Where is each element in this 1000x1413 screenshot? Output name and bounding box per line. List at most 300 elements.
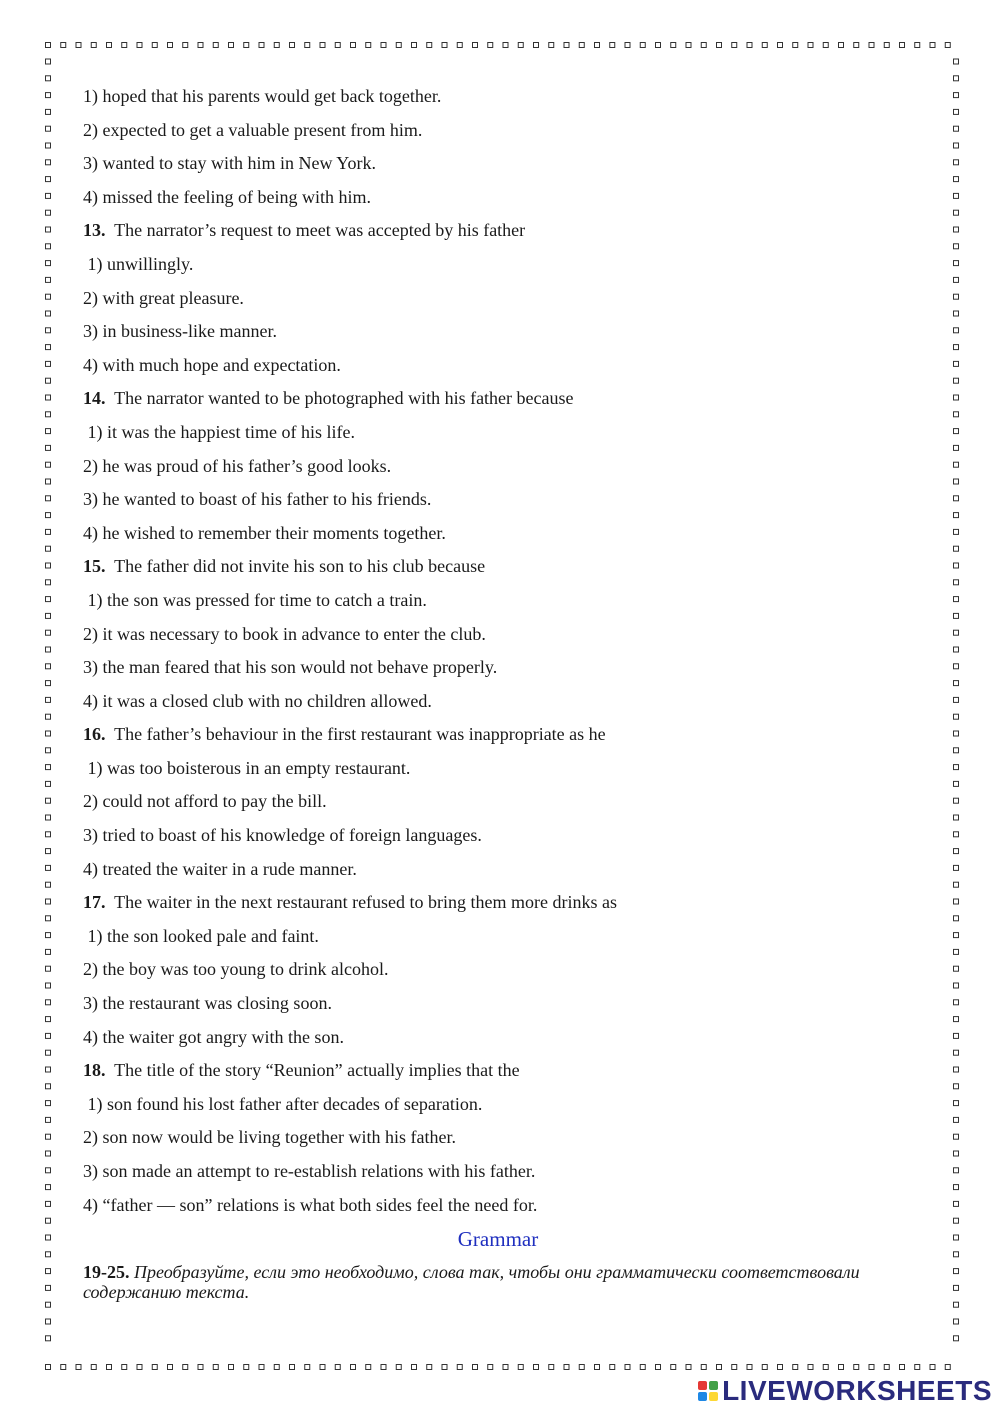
option-text: 2) could not afford to pay the bill. (83, 791, 327, 812)
border-dot (46, 529, 51, 534)
answer-option (83, 651, 913, 685)
question-line (83, 1054, 913, 1088)
question-number: 15. (83, 556, 106, 577)
border-dot (884, 1365, 889, 1370)
border-dot (46, 697, 51, 702)
border-dot (954, 832, 959, 837)
border-dot (823, 1365, 828, 1370)
border-dot (442, 43, 447, 48)
border-dot (549, 43, 554, 48)
question-text: The waiter in the next restaurant refused to bring them more drinks as (105, 892, 618, 913)
border-dot (954, 580, 959, 585)
border-dot (954, 429, 959, 434)
answer-option (83, 450, 913, 484)
border-dot (46, 93, 51, 98)
border-dot (366, 1365, 371, 1370)
border-dot (320, 1365, 325, 1370)
border-dot (46, 815, 51, 820)
border-dot (954, 949, 959, 954)
answer-option (83, 1155, 913, 1189)
border-dot (46, 1000, 51, 1005)
border-dot (610, 1365, 615, 1370)
border-dot (778, 1365, 783, 1370)
border-dot (954, 1269, 959, 1274)
border-dot (473, 43, 478, 48)
option-text: 3) in business-like manner. (83, 321, 277, 342)
border-dot (954, 378, 959, 383)
border-dot (427, 43, 432, 48)
border-dot (213, 1365, 218, 1370)
border-dot (954, 1319, 959, 1324)
border-dot (954, 714, 959, 719)
answer-option (83, 785, 913, 819)
border-dot (198, 1365, 203, 1370)
border-dot (610, 43, 615, 48)
border-dot (46, 1302, 51, 1307)
answer-option (83, 853, 913, 887)
border-dot (808, 43, 813, 48)
border-dot (954, 395, 959, 400)
answer-option (83, 80, 913, 114)
border-dot (46, 681, 51, 686)
border-dot (152, 1365, 157, 1370)
border-dot (518, 43, 523, 48)
border-dot (686, 1365, 691, 1370)
option-text: 1) was too boisterous in an empty restaurant. (83, 757, 411, 778)
border-dot (46, 765, 51, 770)
border-dot (107, 1365, 112, 1370)
question-text: The title of the story “Reunion” actually implies that the (105, 1060, 520, 1081)
border-dot (564, 1365, 569, 1370)
question-number: 13. (83, 220, 106, 241)
border-dot (954, 160, 959, 165)
border-dot (954, 1151, 959, 1156)
border-dot (457, 43, 462, 48)
border-dot (747, 43, 752, 48)
option-text: 4) missed the feeling of being with him. (83, 186, 371, 207)
answer-option (83, 1189, 913, 1223)
border-dot (839, 43, 844, 48)
border-dot (954, 798, 959, 803)
border-dot (954, 597, 959, 602)
border-dot (954, 1336, 959, 1341)
border-dot (701, 43, 706, 48)
option-text: 3) wanted to stay with him in New York. (83, 153, 376, 174)
border-dot (793, 1365, 798, 1370)
border-dot (366, 43, 371, 48)
border-dot (183, 1365, 188, 1370)
border-dot (381, 43, 386, 48)
option-text: 1) the son looked pale and faint. (83, 925, 319, 946)
border-dot (915, 43, 920, 48)
border-dot (954, 261, 959, 266)
border-dot (762, 43, 767, 48)
border-dot (46, 546, 51, 551)
border-dot (46, 1218, 51, 1223)
border-dot (488, 43, 493, 48)
border-dot (229, 1365, 234, 1370)
border-dot (954, 496, 959, 501)
answer-option (83, 181, 913, 215)
border-dot (46, 647, 51, 652)
border-dot (46, 949, 51, 954)
task-number: 19-25. (83, 1262, 130, 1283)
border-dot (625, 43, 630, 48)
answer-option (83, 315, 913, 349)
logo-text: LIVEWORKSHEETS (722, 1375, 992, 1406)
border-dot (954, 1050, 959, 1055)
option-text: 4) “father — son” relations is what both sides feel the need for. (83, 1194, 538, 1215)
border-dot (717, 43, 722, 48)
border-dot (625, 1365, 630, 1370)
border-dot (137, 43, 142, 48)
border-dot (954, 731, 959, 736)
border-dot (534, 1365, 539, 1370)
question-line (83, 886, 913, 920)
border-dot (954, 1101, 959, 1106)
border-dot (793, 43, 798, 48)
border-dot (954, 126, 959, 131)
option-text: 4) treated the waiter in a rude manner. (83, 858, 357, 879)
option-text: 4) it was a closed club with no children allowed. (83, 690, 432, 711)
border-dot (457, 1365, 462, 1370)
border-dot (274, 1365, 279, 1370)
answer-option (83, 416, 913, 450)
border-dot (954, 849, 959, 854)
answer-option (83, 248, 913, 282)
border-dot (46, 1101, 51, 1106)
border-dot (954, 933, 959, 938)
border-dot (46, 731, 51, 736)
border-dot (954, 1201, 959, 1206)
border-dot (46, 395, 51, 400)
border-dot (954, 1235, 959, 1240)
question-number: 16. (83, 724, 106, 745)
border-dot (46, 849, 51, 854)
liveworksheets-logo (698, 1374, 992, 1408)
border-dot (46, 1050, 51, 1055)
border-dot (534, 43, 539, 48)
answer-option (83, 685, 913, 719)
border-dot (595, 1365, 600, 1370)
border-dot (46, 277, 51, 282)
border-dot (46, 1151, 51, 1156)
section-heading: Grammar (457, 1227, 539, 1252)
border-dot (76, 43, 81, 48)
border-dot (915, 1365, 920, 1370)
border-dot (954, 1017, 959, 1022)
border-dot (954, 1252, 959, 1257)
border-dot (91, 43, 96, 48)
answer-option (83, 483, 913, 517)
option-text: 3) son made an attempt to re-establish relations with his father. (83, 1161, 536, 1181)
border-dot (656, 1365, 661, 1370)
border-dot (46, 177, 51, 182)
question-text: The narrator’s request to meet was accepted by his father (105, 220, 526, 241)
border-dot (954, 361, 959, 366)
border-dot (579, 1365, 584, 1370)
border-dot (91, 1365, 96, 1370)
border-dot (954, 345, 959, 350)
border-dot (954, 983, 959, 988)
border-dot (290, 43, 295, 48)
border-dot (954, 1285, 959, 1290)
border-dot (900, 1365, 905, 1370)
border-dot (854, 43, 859, 48)
border-dot (46, 832, 51, 837)
border-dot (954, 76, 959, 81)
border-dot (945, 1365, 950, 1370)
border-dot (854, 1365, 859, 1370)
border-dot (46, 1168, 51, 1173)
question-line (83, 214, 913, 248)
border-dot (564, 43, 569, 48)
border-dot (46, 361, 51, 366)
border-dot (335, 1365, 340, 1370)
answer-option (83, 282, 913, 316)
border-dot (954, 59, 959, 64)
border-dot (46, 1365, 51, 1370)
border-dot (305, 43, 310, 48)
border-dot (954, 311, 959, 316)
border-dot (954, 916, 959, 921)
border-dot (46, 513, 51, 518)
border-dot (549, 1365, 554, 1370)
border-dot (61, 43, 66, 48)
border-dot (396, 43, 401, 48)
border-dot (954, 244, 959, 249)
border-dot (351, 43, 356, 48)
border-dot (732, 1365, 737, 1370)
border-dot (954, 781, 959, 786)
border-dot (335, 43, 340, 48)
border-dot (46, 412, 51, 417)
border-dot (46, 378, 51, 383)
border-dot (954, 882, 959, 887)
answer-option (83, 147, 913, 181)
border-dot (954, 748, 959, 753)
border-dot (46, 43, 51, 48)
option-text: 3) the restaurant was closing soon. (83, 993, 332, 1014)
border-dot (900, 43, 905, 48)
border-dot (168, 43, 173, 48)
option-text: 2) expected to get a valuable present from him. (83, 119, 423, 140)
border-dot (869, 1365, 874, 1370)
border-dot (122, 43, 127, 48)
border-dot (954, 1000, 959, 1005)
option-text: 4) with much hope and expectation. (83, 354, 341, 375)
border-dot (954, 647, 959, 652)
border-dot (954, 1134, 959, 1139)
question-number: 17. (83, 892, 106, 913)
border-dot (732, 43, 737, 48)
option-text: 2) the boy was too young to drink alcohol. (83, 959, 389, 980)
option-text: 2) it was necessary to book in advance to enter the club. (83, 623, 486, 644)
border-dot (396, 1365, 401, 1370)
worksheet-content (83, 80, 913, 1302)
border-dot (46, 1269, 51, 1274)
border-dot (46, 597, 51, 602)
border-dot (46, 1084, 51, 1089)
border-dot (46, 328, 51, 333)
option-text: 3) he wanted to boast of his father to his friends. (83, 489, 432, 510)
border-dot (46, 1067, 51, 1072)
question-number: 18. (83, 1060, 106, 1081)
border-dot (954, 462, 959, 467)
border-dot (46, 143, 51, 148)
question-text: The narrator wanted to be photographed with his father because (105, 388, 574, 409)
option-text: 1) son found his lost father after decades of separation. (83, 1093, 483, 1114)
border-dot (46, 983, 51, 988)
border-dot (954, 412, 959, 417)
question-text: The father did not invite his son to his club because (105, 556, 486, 577)
border-dot (274, 43, 279, 48)
border-dot (954, 1067, 959, 1072)
border-dot (46, 210, 51, 215)
border-dot (183, 43, 188, 48)
border-dot (46, 109, 51, 114)
option-text: 1) the son was pressed for time to catch a train. (83, 589, 427, 610)
border-dot (244, 43, 249, 48)
border-dot (46, 429, 51, 434)
option-text: 1) unwillingly. (83, 253, 194, 274)
option-text: 4) he wished to remember their moments together. (83, 522, 446, 543)
border-dot (351, 1365, 356, 1370)
border-dot (954, 899, 959, 904)
answer-option (83, 584, 913, 618)
question-line (83, 382, 913, 416)
border-dot (954, 966, 959, 971)
border-dot (46, 966, 51, 971)
border-dot (46, 714, 51, 719)
border-dot (381, 1365, 386, 1370)
border-dot (46, 76, 51, 81)
border-dot (412, 1365, 417, 1370)
border-dot (46, 311, 51, 316)
border-dot (46, 1185, 51, 1190)
border-dot (884, 43, 889, 48)
answer-option (83, 349, 913, 383)
question-line (83, 550, 913, 584)
border-dot (46, 1017, 51, 1022)
border-dot (152, 43, 157, 48)
border-dot (46, 1285, 51, 1290)
border-dot (320, 43, 325, 48)
answer-option (83, 987, 913, 1021)
border-dot (954, 664, 959, 669)
border-dot (259, 1365, 264, 1370)
answer-option (83, 1021, 913, 1055)
answer-option (83, 1121, 913, 1155)
border-dot (954, 765, 959, 770)
option-text: 4) the waiter got angry with the son. (83, 1026, 344, 1047)
logo-icon (698, 1381, 718, 1401)
border-dot (954, 630, 959, 635)
border-dot (46, 294, 51, 299)
border-dot (213, 43, 218, 48)
border-dot (954, 815, 959, 820)
border-dot (46, 244, 51, 249)
border-dot (46, 462, 51, 467)
border-dot (46, 479, 51, 484)
border-dot (229, 43, 234, 48)
border-dot (954, 479, 959, 484)
border-dot (488, 1365, 493, 1370)
border-dot (46, 1201, 51, 1206)
option-text: 1) hoped that his parents would get back together. (83, 86, 442, 106)
border-dot (46, 613, 51, 618)
border-dot (46, 933, 51, 938)
border-dot (954, 865, 959, 870)
border-dot (46, 193, 51, 198)
border-dot (46, 126, 51, 131)
border-dot (839, 1365, 844, 1370)
border-dot (954, 277, 959, 282)
border-dot (954, 1168, 959, 1173)
border-dot (671, 1365, 676, 1370)
border-dot (46, 882, 51, 887)
border-dot (945, 43, 950, 48)
border-dot (954, 513, 959, 518)
border-dot (595, 43, 600, 48)
border-dot (954, 328, 959, 333)
border-dot (76, 1365, 81, 1370)
answer-option (83, 517, 913, 551)
border-dot (717, 1365, 722, 1370)
border-dot (46, 59, 51, 64)
border-dot (954, 546, 959, 551)
border-dot (46, 664, 51, 669)
answer-option (83, 1088, 913, 1122)
border-dot (46, 227, 51, 232)
question-number: 14. (83, 388, 106, 409)
border-dot (122, 1365, 127, 1370)
border-dot (46, 160, 51, 165)
border-dot (579, 43, 584, 48)
border-dot (954, 227, 959, 232)
answer-option (83, 819, 913, 853)
border-dot (46, 748, 51, 753)
answer-option (83, 114, 913, 148)
border-dot (259, 43, 264, 48)
border-dot (46, 1033, 51, 1038)
border-dot (473, 1365, 478, 1370)
border-dot (107, 43, 112, 48)
border-dot (656, 43, 661, 48)
border-dot (46, 899, 51, 904)
option-text: 2) he was proud of his father’s good looks. (83, 455, 392, 476)
border-dot (747, 1365, 752, 1370)
border-dot (412, 43, 417, 48)
border-dot (503, 43, 508, 48)
border-dot (46, 1235, 51, 1240)
border-dot (954, 210, 959, 215)
answer-option (83, 920, 913, 954)
border-dot (954, 1084, 959, 1089)
border-dot (137, 1365, 142, 1370)
border-dot (46, 1319, 51, 1324)
border-dot (46, 630, 51, 635)
border-dot (244, 1365, 249, 1370)
task-instruction: Преобразуйте, если это необходимо, слова так, чтобы они грамматически соответствовали содержанию текста. (83, 1262, 860, 1303)
answer-option (83, 618, 913, 652)
border-dot (954, 193, 959, 198)
question-text: The father’s behaviour in the first restaurant was inappropriate as he (105, 724, 606, 745)
border-dot (954, 1185, 959, 1190)
border-dot (46, 1134, 51, 1139)
border-dot (762, 1365, 767, 1370)
border-dot (954, 1117, 959, 1122)
